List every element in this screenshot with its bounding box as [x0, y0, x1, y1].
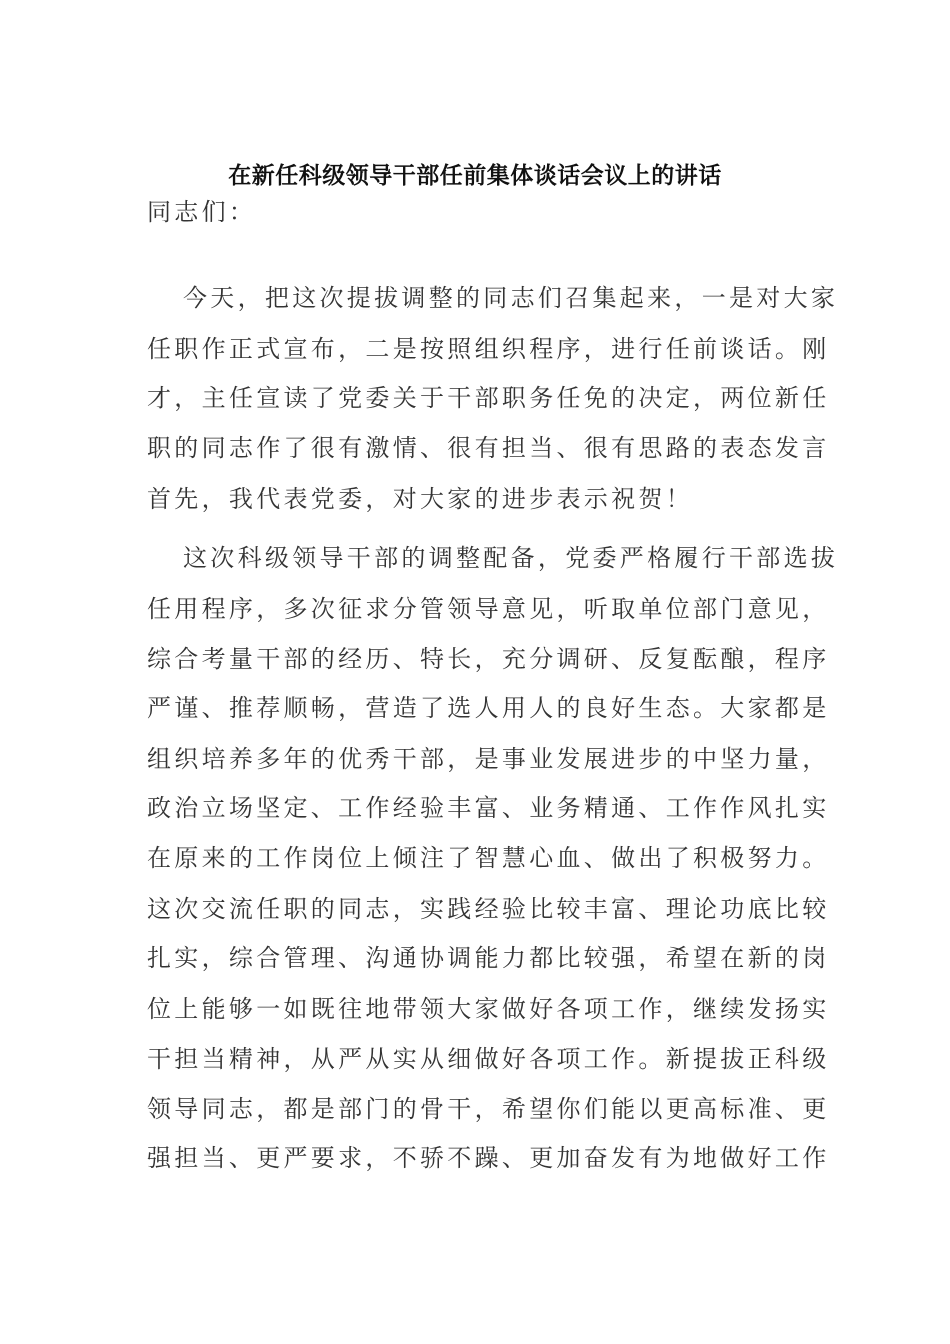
paragraph-1-line: 首先，我代表党委，对大家的进步表示祝贺！: [147, 485, 693, 513]
paragraph-2-line: 扎实，综合管理、沟通协调能力都比较强，希望在新的岗: [147, 944, 830, 972]
paragraph-2-line: 在原来的工作岗位上倾注了智慧心血、做出了积极努力。: [147, 844, 830, 872]
paragraph-1-line: 任职作正式宣布，二是按照组织程序，进行任前谈话。刚: [147, 335, 830, 363]
paragraph-2-line: 综合考量干部的经历、特长，充分调研、反复酝酿，程序: [147, 645, 830, 673]
paragraph-2-line: 强担当、更严要求，不骄不躁、更加奋发有为地做好工作: [147, 1144, 830, 1172]
paragraph-2-line: 组织培养多年的优秀干部，是事业发展进步的中坚力量，: [147, 745, 830, 773]
paragraph-2-line: 位上能够一如既往地带领大家做好各项工作，继续发扬实: [147, 995, 830, 1023]
paragraph-2-line: 领导同志，都是部门的骨干，希望你们能以更高标准、更: [147, 1095, 830, 1123]
paragraph-2-line: 政治立场坚定、工作经验丰富、业务精通、工作作风扎实: [147, 794, 830, 822]
paragraph-1-line: 职的同志作了很有激情、很有担当、很有思路的表态发言: [147, 434, 830, 462]
document-title: 在新任科级领导干部任前集体谈话会议上的讲话: [228, 163, 722, 189]
paragraph-2-line: 干担当精神，从严从实从细做好各项工作。新提拔正科级: [147, 1045, 830, 1073]
salutation: 同志们：: [147, 198, 257, 226]
paragraph-2-line: 任用程序，多次征求分管领导意见，听取单位部门意见，: [147, 595, 830, 623]
paragraph-2-line: 这次交流任职的同志，实践经验比较丰富、理论功底比较: [147, 895, 830, 923]
paragraph-2-line: 严谨、推荐顺畅，营造了选人用人的良好生态。大家都是: [147, 694, 830, 722]
paragraph-1-line: 今天，把这次提拔调整的同志们召集起来，一是对大家: [183, 284, 839, 312]
paragraph-1-line: 才，主任宣读了党委关于干部职务任免的决定，两位新任: [147, 384, 830, 412]
paragraph-2-line: 这次科级领导干部的调整配备，党委严格履行干部选拔: [183, 544, 839, 572]
